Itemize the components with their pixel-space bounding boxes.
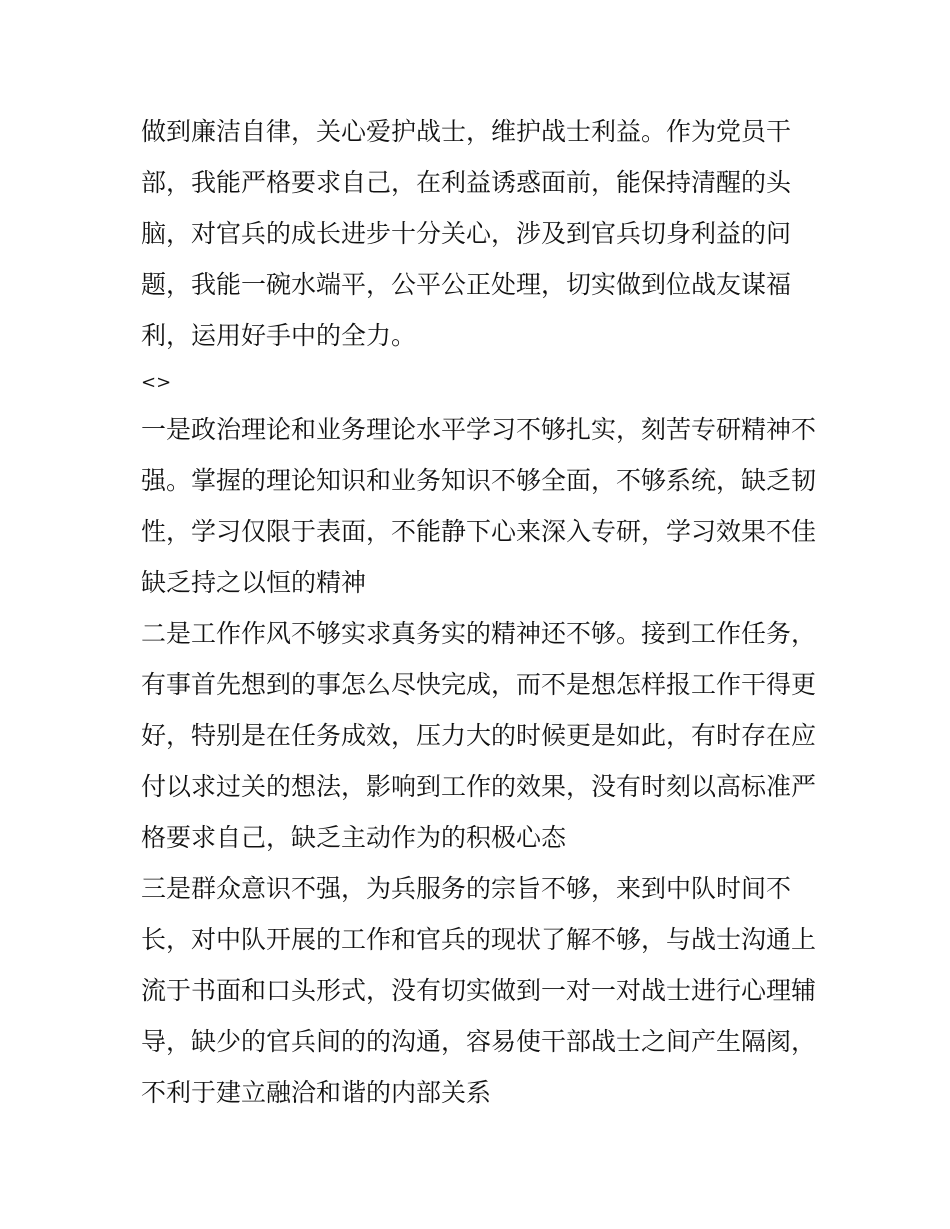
text-line: 强。掌握的理论知识和业务知识不够全面，不够系统，缺乏韧 [141,466,817,495]
text-line: 一是政治理论和业务理论水平学习不够扎实，刻苦专研精神不 [141,415,817,444]
text-line: 部，我能严格要求自己，在利益诱惑面前，能保持清醒的头 [141,168,792,197]
document-body [141,106,831,1118]
text-line: 脑，对官兵的成长进步十分关心，涉及到官兵切身利益的问 [141,219,792,248]
text-line: 流于书面和口头形式，没有切实做到一对一对战士进行心理辅 [141,976,817,1005]
section-marker: <> [141,372,172,393]
text-line: 好，特别是在任务成效，压力大的时候更是如此，有时存在应 [141,721,817,750]
text-line: 格要求自己，缺乏主动作为的积极心态 [141,823,567,852]
text-line: 二是工作作风不够实求真务实的精神还不够。接到工作任务， [141,619,817,648]
text-line: 做到廉洁自律，关心爱护战士，维护战士利益。作为党员干 [141,117,792,146]
text-line: 三是群众意识不强，为兵服务的宗旨不够，来到中队时间不 [141,874,792,903]
text-line: 导，缺少的官兵间的的沟通，容易使干部战士之间产生隔阂， [141,1027,817,1056]
text-line: 利，运用好手中的全力。 [141,321,417,350]
text-line: 题，我能一碗水端平，公平公正处理，切实做到位战友谋福 [141,270,792,299]
text-line: 有事首先想到的事怎么尽快完成，而不是想怎样报工作干得更 [141,670,817,699]
text-line: 长，对中队开展的工作和官兵的现状了解不够，与战士沟通上 [141,925,817,954]
text-line: 缺乏持之以恒的精神 [141,568,367,597]
text-line: 不利于建立融洽和谐的内部关系 [141,1078,492,1107]
text-line: 性，学习仅限于表面，不能静下心来深入专研，学习效果不佳 [141,517,817,546]
text-line: 付以求过关的想法，影响到工作的效果，没有时刻以高标准严 [141,772,817,801]
